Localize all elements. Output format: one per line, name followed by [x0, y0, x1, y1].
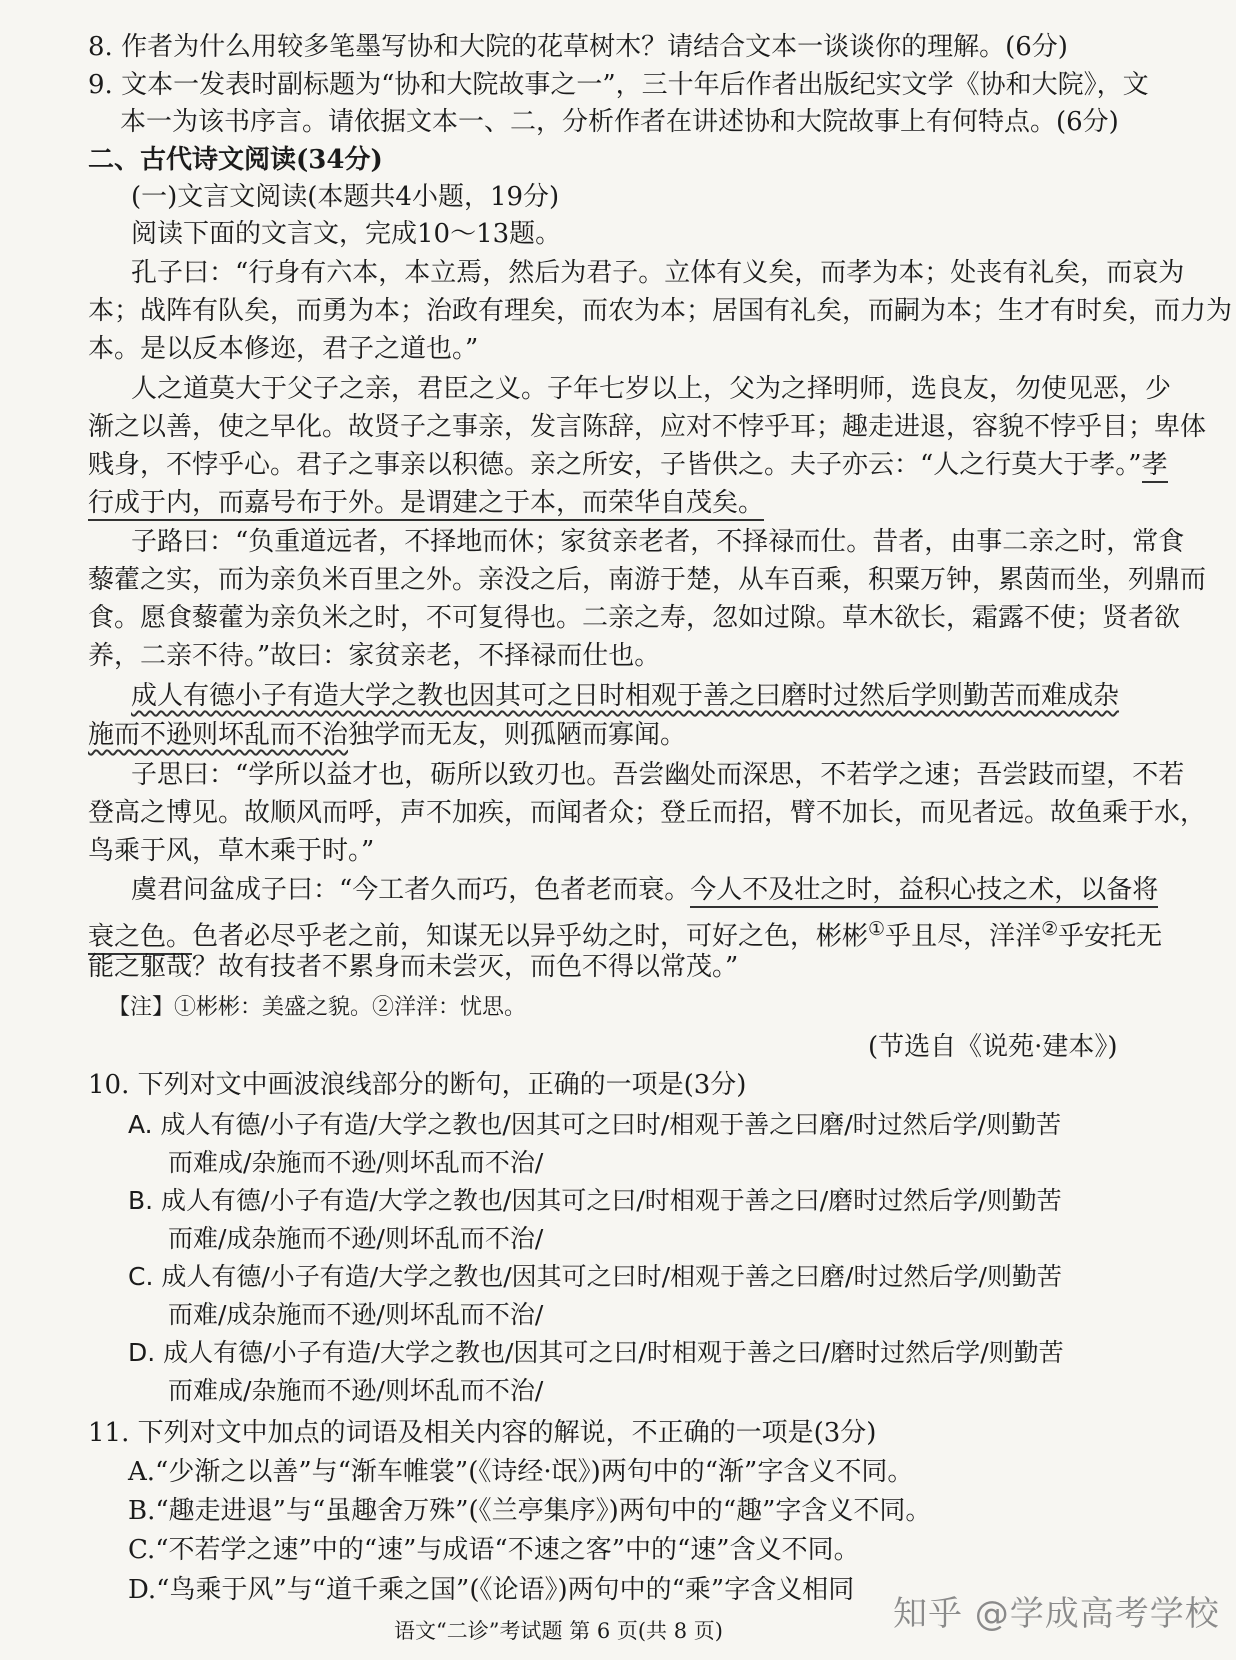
passage-para2-line1: 人之道莫大于父子之亲，君臣之义。子年七岁以上，父为之择明师，选良友，勿使见恶，少 [131, 374, 1172, 404]
note-marker: ① [868, 918, 886, 940]
q10-option-c-line1: C. 成人有德/小子有造/大学之教也/因其可之曰时/相观于善之曰磨/时过然后学/则勤苦 [128, 1262, 1062, 1291]
passage-para4-line1 [131, 681, 1119, 711]
text-run: 色者必尽乎老之前，知谋无以异乎幼之时，可好之色，彬彬 [192, 921, 869, 952]
question-8: 8. 作者为什么用较多笔墨写协和大院的花草树木？请结合文本一谈谈你的理解。(6分) [88, 32, 1068, 62]
text-run: 乎安托无 [1058, 921, 1163, 952]
watermark: 知乎 @学成高考学校 [893, 1594, 1220, 1634]
section-heading: 二、古代诗文阅读(34分) [88, 145, 383, 175]
text-run: 虞君问盆成子曰：“今工者久而巧，色者老而衰。 [131, 875, 691, 905]
q11-option-b: B.“趣走进退”与“虽趣舍万殊”(《兰亭集序》)两句中的“趣”字含义不同。 [128, 1496, 932, 1526]
passage-para6-line3: 能之躯哉？故有技者不累身而未尝灭，而色不得以常茂。” [88, 952, 739, 982]
q10-option-c-line2: 而难/成杂施而不逊/则坏乱而不治/ [168, 1300, 544, 1329]
passage-para1-line1: 孔子曰：“行身有六本，本立焉，然后为君子。立体有义矣，而孝为本；处丧有礼矣，而哀为 [131, 258, 1185, 288]
q10-option-b-line1: B. 成人有德/小子有造/大学之教也/因其可之曰/时相观于善之曰/磨时过然后学/则勤苦 [128, 1186, 1062, 1215]
passage-para1-line2: 本；战阵有队矣，而勇为本；治政有理矣，而农为本；居国有礼矣，而嗣为本；生才有时矣，而力为 [88, 296, 1233, 326]
passage-para5-line1: 子思曰：“学所以益才也，砺所以致刃也。吾尝幽处而深思，不若学之速；吾尝跂而望，不若 [131, 760, 1185, 790]
question-11: 11. 下列对文中加点的词语及相关内容的解说，不正确的一项是(3分) [88, 1418, 877, 1448]
passage-para3-line3: 食。愿食藜藿为亲负米之时，不可复得也。二亲之寿，忽如过隙。草木欲长，霜露不使；贤者欲 [88, 603, 1181, 633]
passage-para3-line1: 子路曰：“负重道远者，不择地而休；家贫亲老者，不择禄而仕。昔者，由事二亲之时，常食 [131, 527, 1185, 557]
passage-para3-line4: 养，二亲不待。”故曰：家贫亲老，不择禄而仕也。 [88, 641, 661, 671]
q10-option-b-line2: 而难/成杂施而不逊/则坏乱而不治/ [168, 1224, 544, 1253]
passage-para6-line2 [88, 914, 1162, 952]
passage-para6-line1 [131, 875, 1158, 905]
page-footer: 语文“二诊”考试题 第 6 页(共 8 页) [394, 1619, 723, 1643]
question-9-line1: 9. 文本一发表时副标题为“协和大院故事之一”，三十年后作者出版纪实文学《协和大院》，文 [88, 70, 1149, 100]
text-run: 乎且尽，洋洋 [885, 921, 1042, 952]
passage-para1-line3: 本。是以反本修迩，君子之道也。” [88, 334, 479, 364]
underlined-text: 衰之色。 [88, 922, 192, 955]
underlined-text: 今人不及壮之时，益积心技之术，以备将 [690, 875, 1158, 908]
wavy-underlined-text: 成人有德小子有造大学之教也因其可之日时相观于善之曰磨时过然后学则勤苦而难成杂 [131, 681, 1120, 711]
passage-para5-line3: 鸟乘于风，草木乘于时。” [88, 836, 375, 866]
text-run: 独学而无友，则孤陋而寡闻。 [348, 720, 687, 750]
q11-option-d: D.“鸟乘于风”与“道千乘之国”(《论语》)两句中的“乘”字含义相同 [128, 1575, 855, 1605]
annotation-note: 【注】①彬彬：美盛之貌。②洋洋：忧思。 [108, 995, 527, 1020]
q10-option-a-line2: 而难成/杂施而不逊/则坏乱而不治/ [168, 1148, 544, 1177]
q10-option-d-line2: 而难成/杂施而不逊/则坏乱而不治/ [168, 1376, 544, 1405]
passage-para4-line2 [88, 720, 686, 750]
question-9-line2: 本一为该书序言。请依据文本一、二，分析作者在讲述协和大院故事上有何特点。(6分) [120, 107, 1119, 137]
wavy-underlined-text: 施而不逊则坏乱而不治 [88, 720, 349, 750]
subsection-heading: (一)文言文阅读(本题共4小题，19分) [131, 182, 560, 212]
q11-option-c: C.“不若学之速”中的“速”与成语“不速之客”中的“速”含义不同。 [128, 1535, 860, 1565]
q11-option-a: A.“少渐之以善”与“渐车帷裳”(《诗经·氓》)两句中的“渐”字含义不同。 [128, 1457, 914, 1487]
note-marker: ② [1041, 918, 1059, 940]
passage-para3-line2: 藜藿之实，而为亲负米百里之外。亲没之后，南游于楚，从车百乘，积粟万钟，累茵而坐，列鼎而 [88, 565, 1207, 595]
question-10: 10. 下列对文中画波浪线部分的断句，正确的一项是(3分) [88, 1070, 747, 1100]
source-citation: (节选自《说苑·建本》) [868, 1032, 1118, 1062]
q10-option-a-line1: A. 成人有德/小子有造/大学之教也/因其可之曰时/相观于善之曰磨/时过然后学/则勤苦 [128, 1110, 1062, 1139]
underlined-text: 孝 [1142, 450, 1168, 483]
text-run: 贱身，不悖乎心。君子之事亲以积德。亲之所安，子皆供之。夫子亦云：“人之行莫大于孝。” [88, 450, 1142, 480]
instruction: 阅读下面的文言文，完成10～13题。 [131, 219, 562, 249]
passage-para2-line4 [88, 488, 764, 518]
passage-para2-line2: 渐之以善，使之早化。故贤子之事亲，发言陈辞，应对不悖乎耳；趣走进退，容貌不悖乎目；卑体 [88, 412, 1207, 442]
q10-option-d-line1: D. 成人有德/小子有造/大学之教也/因其可之曰/时相观于善之曰/磨时过然后学/则勤苦 [128, 1338, 1064, 1367]
passage-para5-line2: 登高之博见。故顺风而呼，声不加疾，而闻者众；登丘而招，臂不加长，而见者远。故鱼乘于水， [88, 798, 1207, 828]
passage-para2-line3 [88, 450, 1168, 480]
underlined-text: 行成于内，而嘉号布于外。是谓建之于本，而荣华自茂矣。 [88, 488, 764, 521]
